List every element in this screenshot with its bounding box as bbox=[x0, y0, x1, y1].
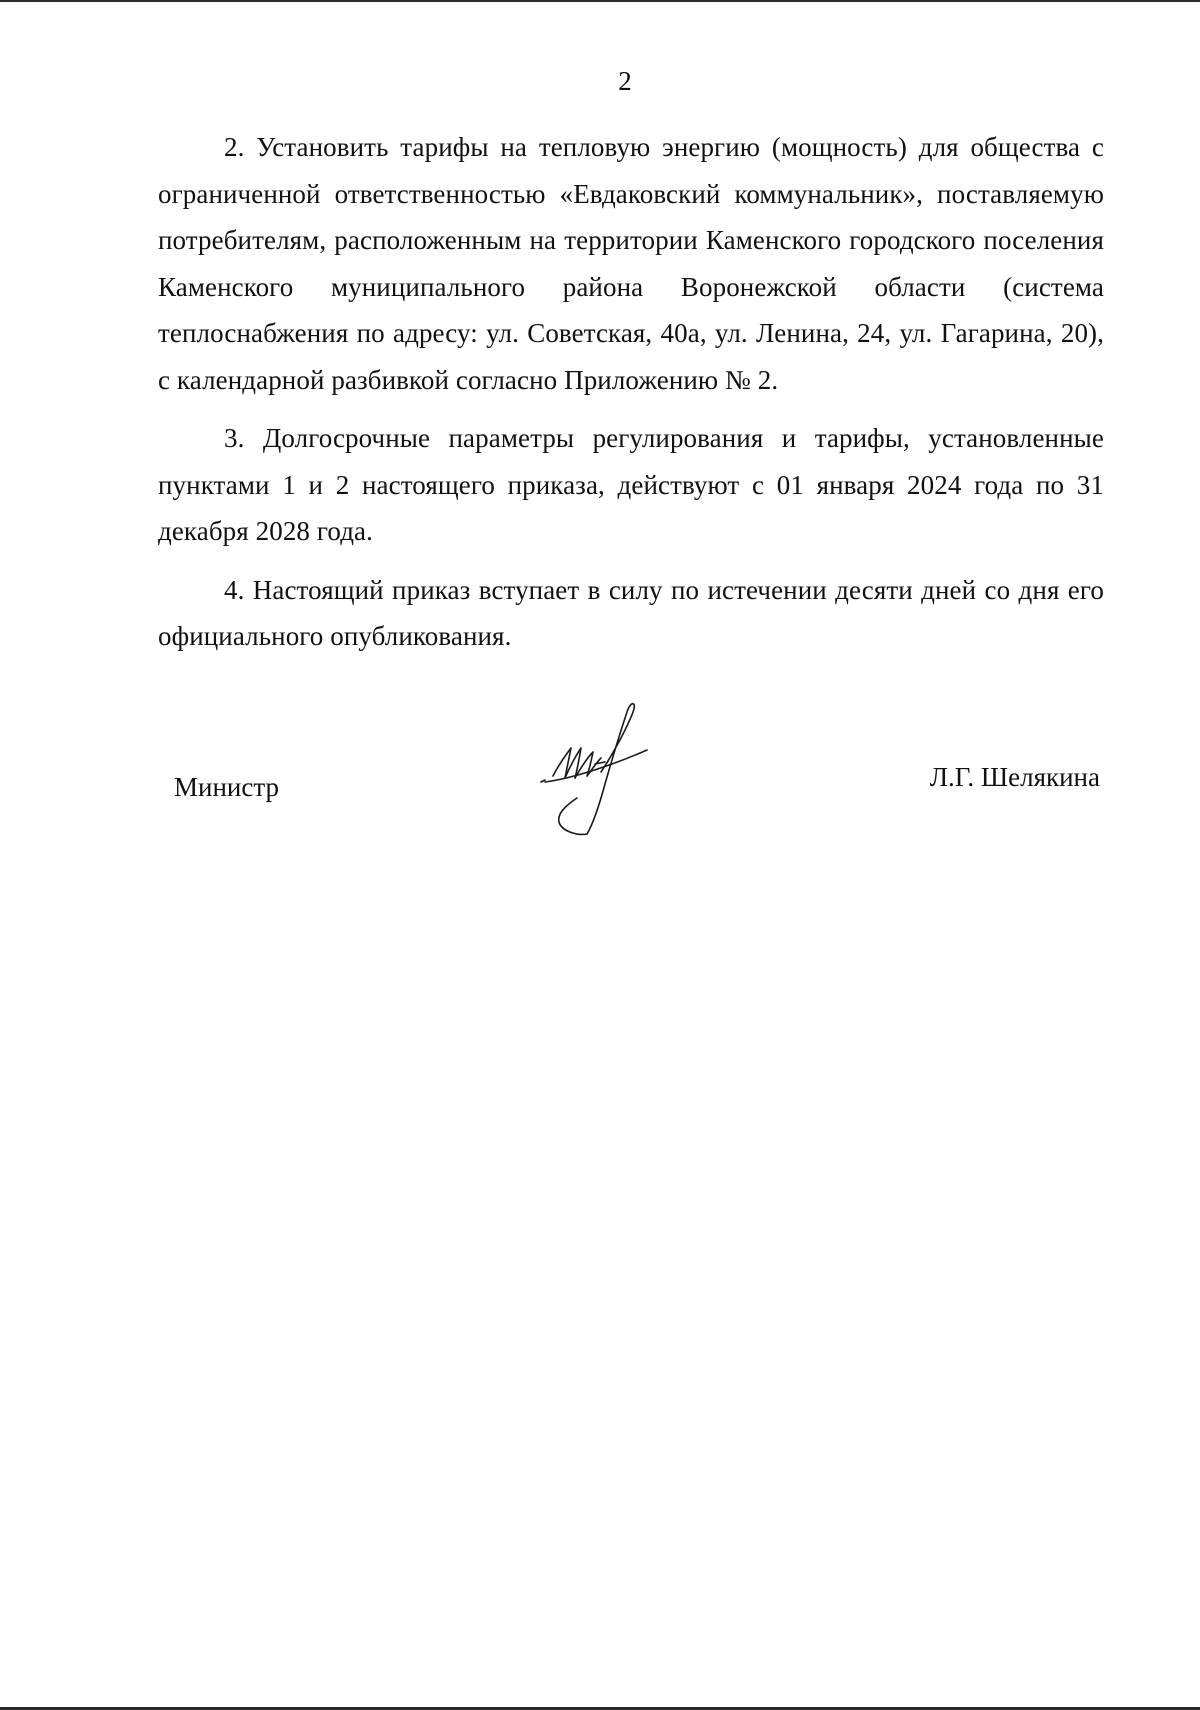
page-number: 2 bbox=[618, 66, 632, 96]
handwritten-signature bbox=[535, 698, 665, 848]
paragraph-2: 2. Установить тарифы на тепловую энергию (мощность) для общества с ограниченной ответственностью «Евдаковский коммунальник», поставляемую потребителям, расположенным на территории Каменского городского поселения Каменского муниципального района Воронежской области (система теплоснабжения по адресу: ул. Советская, 40а, ул. Ленина, 24, ул. Гагарина, 20), с календарной разбивкой согласно Приложению № 2. bbox=[158, 132, 1104, 395]
paragraph-3: 3. Долгосрочные параметры регулирования и тарифы, установленные пунктами 1 и 2 настоящего приказа, действуют с 01 января 2024 года по 31 декабря 2028 года. bbox=[158, 423, 1104, 546]
signer-position: Министр bbox=[174, 772, 279, 802]
signature-block bbox=[0, 760, 1200, 880]
scan-edge-top bbox=[0, 0, 1200, 2]
signer-name: Л.Г. Шелякина bbox=[929, 762, 1100, 792]
paragraph-4: 4. Настоящий приказ вступает в силу по истечении десяти дней со дня его официального опубликования. bbox=[158, 574, 1104, 651]
document-body bbox=[158, 124, 1104, 660]
